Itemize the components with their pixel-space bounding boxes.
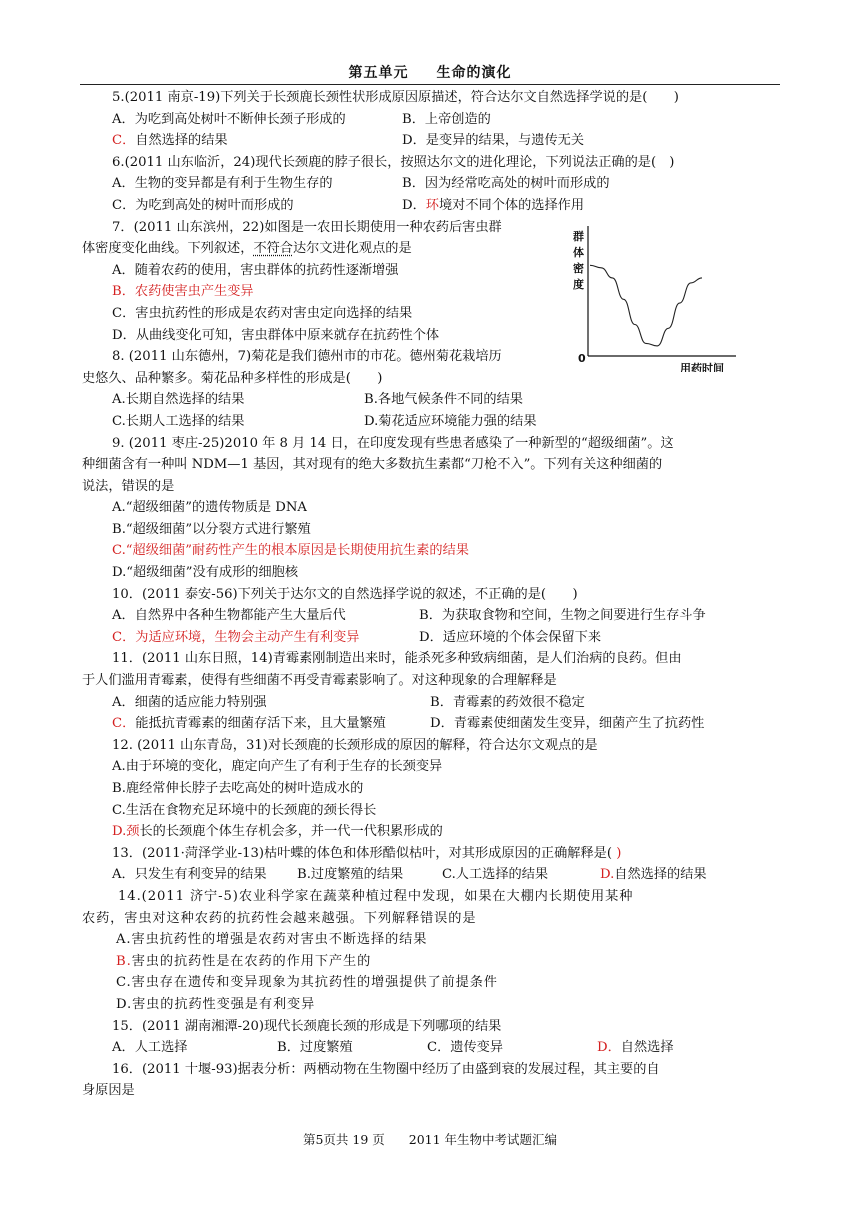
q8-option-d: D.菊花适应环境能力强的结果 xyxy=(364,413,537,429)
q6-option-a: A．生物的变异都是有利于生物生存的 xyxy=(112,176,333,192)
q6-option-d-mark: 环 xyxy=(425,197,439,213)
q5-option-b: B．上帝创造的 xyxy=(402,111,491,127)
q8-stem-line1: 8. (2011 山东德州，7)菊花是我们德州市的市花。德州菊花栽培历 xyxy=(112,349,502,365)
page-number: 第5页共 19 页 xyxy=(302,1132,385,1147)
pest-density-chart xyxy=(570,222,740,372)
q15-option-d-letter: D． xyxy=(597,1040,621,1056)
q13-stem-paren: ) xyxy=(612,845,622,861)
q7-option-d: D．从曲线变化可知，害虫群体中原来就存在抗药性个体 xyxy=(112,327,440,343)
q8-options-ab xyxy=(82,389,782,411)
q15-option-d xyxy=(597,1037,674,1059)
q11-stem-line1: 11．(2011 山东日照，14)青霉素刚制造出来时，能杀死多种致病细菌，是人们治病的良药。但由 xyxy=(112,651,682,667)
q13-option-d-letter: D. xyxy=(600,867,615,883)
q9-stem-line1: 9. (2011 枣庄-25)2010 年 8 月 14 日，在印度发现有些患者感染了一种新型的“超级细菌”。这 xyxy=(112,435,674,451)
chart-origin: 0 xyxy=(578,352,586,365)
q12-option-d-letter: D.颈 xyxy=(112,824,140,840)
header-rule xyxy=(80,84,780,85)
q14-option-b-text: 害虫的抗药性是在农药的作用下产生的 xyxy=(131,953,372,969)
q10-options-ab xyxy=(82,605,782,627)
q11-options-ab xyxy=(82,692,782,714)
q8-option-b: B.各地气候条件不同的结果 xyxy=(364,392,523,408)
q9-stem-line2: 种细菌含有一种叫 NDM—1 基因，其对现有的绝大多数抗生素都“刀枪不入”。下列有关这种细菌的 xyxy=(82,457,663,473)
q5-options-cd xyxy=(82,130,782,152)
q15-stem: 15．(2011 湖南湘潭-20)现代长颈鹿长颈的形成是下列哪项的结果 xyxy=(112,1018,502,1034)
q6-options-ab xyxy=(82,173,782,195)
q13-stem-text: 13．(2011·菏泽学业-13)枯叶蝶的体色和体形酷似枯叶，对其形成原因的正确解释是( xyxy=(112,845,613,861)
q7-option-c: C．害虫抗药性的形成是农药对害虫定向选择的结果 xyxy=(112,305,413,321)
q8-option-c: C.长期人工选择的结果 xyxy=(112,413,245,429)
q8-stem-line2: 史悠久、品种繁多。菊花品种多样性的形成是( ) xyxy=(82,370,383,386)
q15-option-b: B．过度繁殖 xyxy=(277,1040,353,1056)
q11-option-b: B．青霉素的药效很不稳定 xyxy=(430,694,585,710)
q11-option-c xyxy=(112,713,430,735)
q11-options-cd xyxy=(82,713,782,735)
q6-option-d-text: 境对不同个体的选择作用 xyxy=(438,197,585,213)
q14-option-d: D.害虫的抗药性变强是有利变异 xyxy=(116,996,316,1012)
q15-option-d-text: 自然选择 xyxy=(620,1040,674,1056)
q9-option-b: B.“超级细菌”以分裂方式进行繁殖 xyxy=(112,521,311,537)
q6-option-b: B．因为经常吃高处的树叶而形成的 xyxy=(402,176,610,192)
q10-stem: 10．(2011 泰安-56)下列关于达尔文的自然选择学说的叙述，不正确的是( ) xyxy=(112,586,578,602)
y-label-char-1: 群 xyxy=(573,230,584,243)
q6-option-d xyxy=(402,195,584,217)
q13-option-d xyxy=(600,864,707,886)
q15-options xyxy=(82,1037,782,1059)
unit-label: 第五单元 xyxy=(348,65,409,81)
q14-option-a: A.害虫抗药性的增强是农药对害虫不断选择的结果 xyxy=(116,932,428,948)
q5-option-a: A．为吃到高处树叶不断伸长颈子形成的 xyxy=(112,111,346,127)
q5-option-c-letter: C． xyxy=(112,133,136,149)
page-header xyxy=(80,62,780,82)
q5-option-c-text: 自然选择的结果 xyxy=(135,133,228,149)
book-title: 2011 年生物中考试题汇编 xyxy=(408,1132,558,1147)
q16-stem-line1: 16．(2011 十堰-93)据表分析：两栖动物在生物圈中经历了由盛到衰的发展过程，其主要的自 xyxy=(112,1061,660,1077)
q9-option-c: C.“超级细菌”耐药性产生的根本原因是长期使用抗生素的结果 xyxy=(112,543,469,559)
q13-option-c: C.人工选择的结果 xyxy=(442,867,549,883)
q11-option-a: A．细菌的适应能力特别强 xyxy=(112,694,267,710)
y-label-char-2: 体 xyxy=(573,246,584,259)
q13-options xyxy=(82,864,782,886)
q7-option-a: A．随着农药的使用，害虫群体的抗药性逐渐增强 xyxy=(112,262,399,278)
q9-option-d: D.“超级细菌”没有成形的细胞核 xyxy=(112,565,299,581)
q6-option-c: C．为吃到高处的树叶而形成的 xyxy=(112,197,294,213)
y-label-char-4: 度 xyxy=(573,278,584,291)
x-axis-label: 用药时间 xyxy=(680,362,724,372)
q11-option-c-text: 能抵抗青霉素的细菌存活下来，且大量繁殖 xyxy=(135,716,386,732)
q12-option-a: A.由于环境的变化，鹿定向产生了有利于生存的长颈变异 xyxy=(112,759,443,775)
q12-option-c: C.生活在食物充足环境中的长颈鹿的颈长得长 xyxy=(112,802,377,818)
unit-title: 生命的演化 xyxy=(436,65,512,81)
q14-stem-line1: 14.(2011 济宁-5)农业科学家在蔬菜种植过程中发现，如果在大棚内长期使用某种 xyxy=(118,888,634,904)
q13-stem xyxy=(82,843,782,865)
q9-stem-line3: 说法，错误的是 xyxy=(82,478,175,494)
q14-option-c: C.害虫存在遗传和变异现象为其抗药性的增强提供了前提条件 xyxy=(116,975,498,991)
q14-stem-line2: 农药，害虫对这种农药的抗药性会越来越强。下列解释错误的是 xyxy=(82,910,477,926)
q14-option-b-letter: B. xyxy=(116,953,132,969)
q13-option-a: A．只发生有利变异的结果 xyxy=(112,867,267,883)
q7-stem-line1: 7．(2011 山东滨州，22)如图是一农田长期使用一种农药后害虫群 xyxy=(112,219,502,235)
q15-option-a: A．人工选择 xyxy=(112,1040,188,1056)
q13-option-b: B.过度繁殖的结果 xyxy=(297,867,404,883)
q16-stem-line2: 身原因是 xyxy=(82,1083,135,1099)
q12-option-d-text: 长的长颈鹿个体生存机会多，并一代一代积累形成的 xyxy=(139,824,443,840)
q8-option-a: A.长期自然选择的结果 xyxy=(112,392,245,408)
q11-option-c-letter: C． xyxy=(112,716,136,732)
q11-option-d: D．青霉素使细菌发生变异，细菌产生了抗药性 xyxy=(430,716,705,732)
q7-stem-part2: 达尔文进化观点的是 xyxy=(293,241,412,257)
q5-option-d: D．是变异的结果，与遗传无关 xyxy=(402,133,585,149)
q15-option-c: C．遗传变异 xyxy=(427,1040,504,1056)
q10-option-d: D．适应环境的个体会保留下来 xyxy=(419,629,602,645)
q14-option-b xyxy=(82,951,782,973)
q11-stem-line2: 于人们滥用青霉素，使得有些细菌不再受青霉素影响了。对这种现象的合理解释是 xyxy=(82,673,557,689)
page-footer xyxy=(0,1130,860,1148)
q7-stem-part1: 体密度变化曲线。下列叙述， xyxy=(82,241,254,257)
q6-options-cd xyxy=(82,195,782,217)
q12-stem: 12. (2011 山东青岛，31)对长颈鹿的长颈形成的原因的解释，符合达尔文观点的是 xyxy=(112,737,598,753)
density-curve xyxy=(590,265,702,346)
q5-stem: 5.(2011 南京-19)下列关于长颈鹿长颈性状形成原因原描述，符合达尔文自然选择学说的是( ) xyxy=(112,90,679,105)
q6-option-d-letter: D． xyxy=(402,197,426,213)
y-label-char-3: 密 xyxy=(573,262,584,275)
q10-option-c: C．为适应环境，生物会主动产生有利变异 xyxy=(112,629,360,645)
q10-option-a: A．自然界中各种生物都能产生大量后代 xyxy=(112,608,346,624)
q5-option-c xyxy=(112,130,402,152)
q6-stem: 6.(2011 山东临沂，24)现代长颈鹿的脖子很长，按照达尔文的进化理论，下列说法正确的是( ) xyxy=(112,154,675,170)
q10-options-cd xyxy=(82,627,782,649)
q10-option-b: B．为获取食物和空间，生物之间要进行生存斗争 xyxy=(419,608,706,624)
q7-stem-emphasis: 不符合 xyxy=(253,241,293,257)
q13-option-d-text: 自然选择的结果 xyxy=(614,867,707,883)
q7-option-b: B．农药使害虫产生变异 xyxy=(112,284,254,300)
q5-options-ab xyxy=(82,109,782,131)
q12-option-b: B.鹿经常伸长脖子去吃高处的树叶造成水的 xyxy=(112,781,364,796)
q9-option-a: A.“超级细菌”的遗传物质是 DNA xyxy=(112,500,307,516)
pest-density-chart-svg xyxy=(570,222,740,372)
q12-option-d xyxy=(82,821,782,843)
q8-options-cd xyxy=(82,411,782,433)
